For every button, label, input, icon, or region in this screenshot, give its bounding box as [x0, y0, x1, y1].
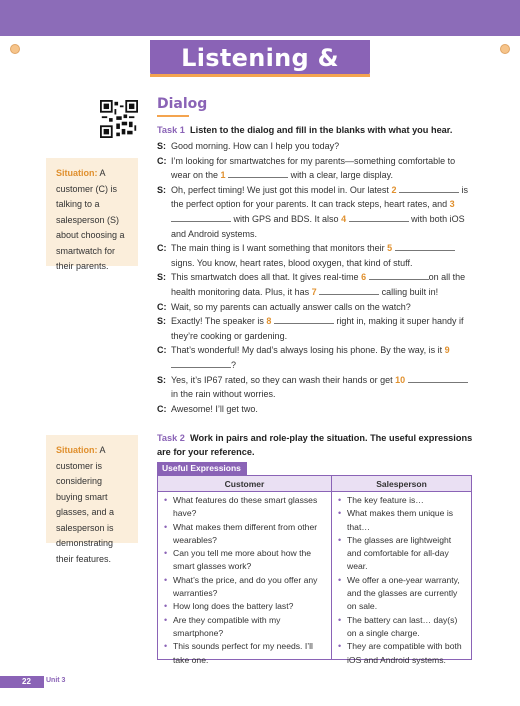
dialog-line — [157, 139, 477, 154]
situation-box-1 — [46, 158, 138, 271]
dialog-line — [157, 402, 477, 417]
blank-number: 2 — [391, 184, 397, 195]
dialog-text: The main thing is I want something that monitors their — [171, 243, 388, 254]
fill-blank[interactable] — [274, 315, 334, 324]
fill-blank[interactable] — [319, 286, 379, 295]
section-underline — [157, 115, 189, 117]
unit-label: Unit 3 — [46, 677, 66, 684]
dialog-line — [157, 373, 477, 402]
salesperson-header: Salesperson — [376, 479, 427, 489]
dialog-text: on all the health monitoring data. Plus, it has — [171, 272, 466, 297]
fill-blank[interactable] — [399, 184, 459, 193]
binder-hole-left — [10, 44, 20, 54]
customer-list — [163, 494, 327, 667]
situation-box-2 — [46, 435, 138, 564]
speaker-label: C: — [157, 345, 167, 356]
salesperson-expression: • They are compatible with both iOS and Android systems. — [337, 640, 467, 667]
dialog-text: This smartwatch does all that. It gives real-time — [171, 272, 362, 283]
dialog-text: That’s wonderful! My dad’s always losing his phone. By the way, is it — [171, 345, 445, 356]
fill-blank[interactable] — [228, 169, 288, 178]
speaker-label: S: — [157, 141, 166, 151]
fill-blank[interactable] — [395, 242, 455, 251]
title-underline — [150, 74, 370, 77]
customer-expression: • What’s the price, and do you offer any warranties? — [163, 574, 327, 601]
blank-number: 5 — [387, 243, 393, 254]
situation-label: Situation: — [56, 445, 98, 455]
situation-text: A customer (C) is talking to a salesperson (S) about choosing a smartwatch for their parents. — [56, 168, 125, 271]
dialog-line — [157, 241, 477, 270]
blank-number: 10 — [395, 374, 406, 385]
dialog-text: ? — [231, 359, 237, 370]
dialog-text: with both iOS and Android systems. — [171, 213, 465, 239]
dialog-text: Yes, it’s IP67 rated, so they can wash their hands or get — [171, 374, 396, 385]
dialog-line — [157, 300, 477, 315]
salesperson-column — [332, 492, 471, 665]
salesperson-expression: • The key feature is… — [337, 494, 467, 507]
dialog-text: Awesome! I’ll get two. — [171, 403, 258, 414]
dialog-text: calling built in! — [379, 286, 439, 297]
fill-blank[interactable] — [349, 213, 409, 222]
customer-expression: • Can you tell me more about how the smart glasses work? — [163, 547, 327, 574]
speaker-label: S: — [157, 184, 166, 195]
dialog-text: with a clear, large display. — [288, 170, 393, 181]
table-body — [158, 492, 471, 665]
task2-text: Work in pairs and role-play the situation. The useful expressions are for your reference. — [157, 433, 473, 457]
section-title: Dialog — [157, 96, 208, 112]
dialog-line — [157, 314, 477, 343]
task1-text: Listen to the dialog and fill in the blanks with what you hear. — [190, 125, 453, 135]
customer-header: Customer — [158, 476, 332, 491]
dialog-text: Exactly! The speaker is — [171, 316, 267, 327]
dialog-text: in the rain without worries. — [171, 389, 276, 400]
blank-number: 1 — [220, 170, 226, 181]
situation-text: A customer is considering buying smart glasses, and a salesperson is demonstrating their features. — [56, 445, 115, 564]
customer-expression: • What features do these smart glasses have? — [163, 494, 327, 521]
speaker-label: C: — [157, 243, 167, 254]
salesperson-expression: • The battery can last… day(s) on a single charge. — [337, 614, 467, 641]
dialog-text: signs. You know, heart rates, blood oxygen, that kind of stuff. — [171, 257, 413, 268]
dialog-text: Oh, perfect timing! We just got this model in. Our latest — [171, 184, 392, 195]
dialog — [157, 139, 477, 416]
task2-instruction — [157, 432, 477, 459]
binder-hole-right — [500, 44, 510, 54]
situation-label: Situation: — [56, 168, 98, 178]
speaker-label: C: — [157, 155, 167, 166]
blank-number: 7 — [311, 286, 317, 297]
speaker-label: C: — [157, 403, 167, 414]
useful-expressions-table — [157, 475, 472, 665]
dialog-text: I’m looking for smartwatches for my parents—something comfortable to wear on the — [171, 155, 456, 181]
salesperson-list — [337, 494, 467, 667]
dialog-text: is the perfect option for your parents. It can track steps, heart rates, and — [171, 184, 468, 210]
header-band — [0, 0, 520, 36]
dialog-text: Good morning. How can I help you today? — [171, 141, 340, 151]
dialog-line — [157, 270, 477, 299]
blank-number: 3 — [449, 199, 455, 210]
dialog-line — [157, 183, 477, 241]
fill-blank[interactable] — [408, 374, 468, 383]
speaker-label: S: — [157, 374, 166, 385]
customer-column — [158, 492, 332, 665]
qr-code-icon[interactable] — [100, 100, 138, 138]
fill-blank[interactable] — [171, 213, 231, 222]
fill-blank[interactable] — [369, 271, 429, 280]
blank-number: 9 — [444, 345, 450, 356]
customer-expression: • How long does the battery last? — [163, 600, 327, 613]
speaker-label: C: — [157, 301, 167, 312]
task2-label: Task 2 — [157, 433, 185, 443]
customer-expression: • What makes them different from other wearables? — [163, 521, 327, 548]
dialog-text: with GPS and BDS. It also — [231, 213, 342, 224]
salesperson-expression: • We offer a one-year warranty, and the glasses are currently on sale. — [337, 574, 467, 614]
customer-expression: • This sounds perfect for my needs. I’ll take one. — [163, 640, 327, 667]
task1-label: Task 1 — [157, 125, 185, 135]
page-number: 22 — [22, 677, 31, 686]
salesperson-expression: • What makes them unique is that… — [337, 507, 467, 534]
speaker-label: S: — [157, 316, 166, 327]
table-header — [158, 476, 471, 492]
salesperson-expression: • The glasses are lightweight and comfortable for all-day wear. — [337, 534, 467, 574]
dialog-text: Wait, so my parents can actually answer calls on the watch? — [171, 301, 411, 312]
blank-number: 6 — [361, 272, 367, 283]
dialog-text: right in, making it super handy if they’re cooking or gardening. — [171, 316, 464, 341]
page-title: Listening & Speaking — [181, 44, 339, 108]
dialog-line — [157, 343, 477, 372]
fill-blank[interactable] — [171, 359, 231, 368]
blank-number: 4 — [341, 213, 347, 224]
task1-instruction — [157, 125, 452, 135]
blank-number: 8 — [266, 316, 272, 327]
dialog-line — [157, 154, 477, 183]
customer-expression: • Are they compatible with my smartphone? — [163, 614, 327, 641]
speaker-label: S: — [157, 272, 166, 283]
useful-expressions-tag: Useful Expressions — [157, 462, 247, 475]
